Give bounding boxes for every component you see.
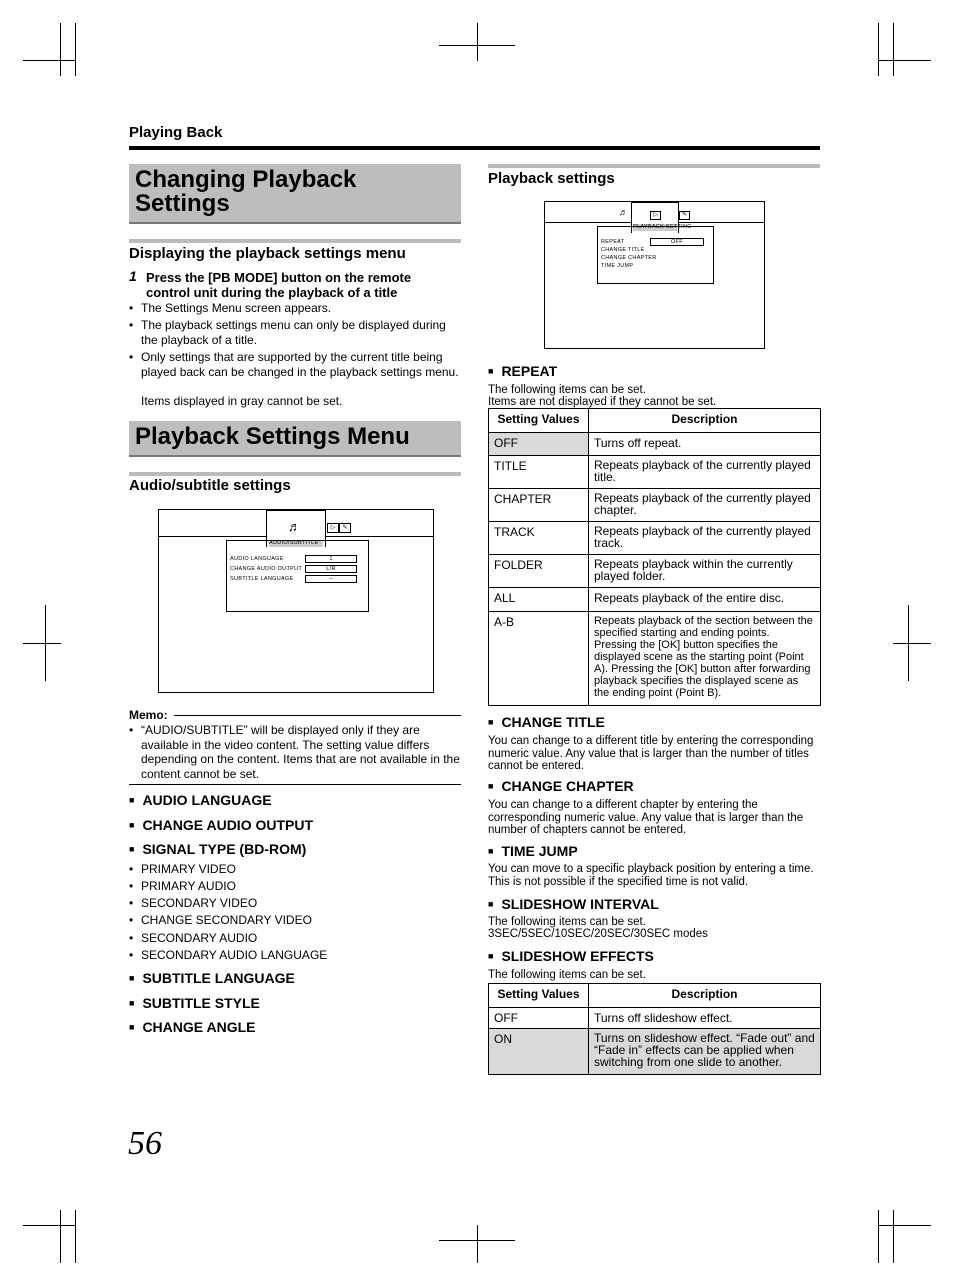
subheading-playback-settings: Playback settings (488, 170, 615, 187)
repeat-intro: Items are not displayed if they cannot be set. (488, 396, 717, 408)
item-heading: ■ SUBTITLE STYLE (129, 995, 260, 1011)
divider (129, 239, 461, 243)
slideshow-effects-heading: ■ SLIDESHOW EFFECTS (488, 948, 654, 964)
section-title: Playback Settings Menu (135, 423, 410, 450)
step-text: Press the [PB MODE] button on the remote control unit during the playback of a title (146, 270, 412, 300)
slideshow-interval-modes: 3SEC/5SEC/10SEC/20SEC/30SEC modes (488, 928, 708, 940)
subheading-display-menu: Displaying the playback settings menu (129, 245, 406, 262)
list-item: • The playback settings menu can only be displayed during the playback of a title. (129, 318, 461, 347)
list-item: • SECONDARY VIDEO (129, 896, 257, 911)
time-jump-text: You can move to a specific playback position by entering a time. This is not possible if the specified time is not valid. (488, 863, 814, 888)
change-chapter-heading: ■ CHANGE CHAPTER (488, 778, 634, 794)
list-item: • SECONDARY AUDIO LANGUAGE (129, 948, 327, 963)
list-item: • PRIMARY AUDIO (129, 879, 236, 894)
gray-note: Items displayed in gray cannot be set. (141, 394, 343, 408)
setting-label: SUBTITLE LANGUAGE (230, 576, 294, 582)
memo-label: Memo: (129, 708, 168, 722)
header-rule (129, 146, 820, 150)
settings-list (226, 540, 369, 612)
setting-label: CHANGE AUDIO OUTPUT (230, 566, 303, 572)
playback-settings-screen (544, 201, 765, 349)
item-heading: ■ SIGNAL TYPE (BD-ROM) (129, 841, 306, 857)
setting-label: REPEAT (601, 239, 625, 245)
column-header: Setting Values (489, 984, 589, 1008)
subheading-audio-subtitle: Audio/subtitle settings (129, 477, 291, 494)
list-item: • SECONDARY AUDIO (129, 931, 257, 946)
memo-rule (174, 715, 461, 716)
table-row: A-B Repeats playback of the section between the specified starting and ending points. Pressing the [OK] button specifies the displayed scene as the starting point (Point A). Pressing the [OK] button after forwarding playback specifies the displayed scene as the ending point (Point B). (489, 612, 821, 706)
repeat-heading: ■ REPEAT (488, 363, 557, 379)
table-row: FOLDER Repeats playback within the currently played folder. (489, 555, 821, 588)
play-icon: ▷ (650, 211, 661, 220)
table-row: OFF Turns off repeat. (489, 433, 821, 456)
divider (488, 164, 820, 168)
column-header: Description (589, 984, 821, 1008)
edit-icon: ✎ (679, 211, 690, 220)
music-note-icon: ♬ (619, 207, 628, 217)
slideshow-interval-text: The following items can be set. (488, 916, 646, 928)
column-header: Setting Values (489, 409, 589, 433)
setting-label: CHANGE TITLE (601, 247, 645, 253)
list-item: • The Settings Menu screen appears. (129, 301, 461, 316)
item-heading: ■ CHANGE AUDIO OUTPUT (129, 817, 313, 833)
column-header: Description (589, 409, 821, 433)
table-row: TITLE Repeats playback of the currently played title. (489, 456, 821, 489)
item-heading: ■ CHANGE ANGLE (129, 1019, 255, 1035)
repeat-table (488, 408, 821, 706)
music-note-icon: ♬ (288, 519, 301, 534)
audio-subtitle-screen (158, 509, 434, 693)
table-row: ON Turns on slideshow effect. “Fade out” and “Fade in” effects can be applied when switching from one slide to another. (489, 1029, 821, 1075)
slideshow-effects-table (488, 983, 821, 1075)
title-playback-settings-menu (129, 421, 461, 457)
change-chapter-text: You can change to a different chapter by entering the corresponding numeric value. Any value that is larger than the number of chapters cannot be entered. (488, 799, 804, 836)
list-item: • Only settings that are supported by the current title being played back can be changed in the playback settings menu. (129, 350, 461, 379)
divider (129, 472, 461, 476)
section-header: Playing Back (129, 124, 223, 141)
table-row: TRACK Repeats playback of the currently played track. (489, 522, 821, 555)
settings-list (597, 226, 714, 284)
page-number: 56 (128, 1125, 162, 1162)
setting-label: TIME JUMP (601, 263, 634, 269)
setting-value: L/R (305, 565, 357, 573)
step-number: 1 (129, 268, 137, 284)
change-title-text: You can change to a different title by entering the corresponding numeric value. Any value that is larger than the number of titles cannot be entered. (488, 735, 814, 772)
memo-text: • “AUDIO/SUBTITLE” will be displayed only if they are available in the video content. The setting value differs depending on the content. Items that are not available in the content cannot be set. (129, 723, 461, 781)
table-row: ALL Repeats playback of the entire disc. (489, 588, 821, 612)
change-title-heading: ■ CHANGE TITLE (488, 714, 605, 730)
table-row: CHAPTER Repeats playback of the currently played chapter. (489, 489, 821, 522)
memo-end-rule (129, 784, 461, 785)
setting-label: CHANGE CHAPTER (601, 255, 657, 261)
page-title: Changing Playback Settings (135, 166, 357, 217)
list-item: • CHANGE SECONDARY VIDEO (129, 913, 312, 928)
slideshow-interval-heading: ■ SLIDESHOW INTERVAL (488, 896, 659, 912)
setting-value: 1 (305, 555, 357, 563)
setting-value: OFF (650, 238, 704, 246)
slideshow-effects-intro: The following items can be set. (488, 969, 646, 981)
setting-label: AUDIO LANGUAGE (230, 556, 284, 562)
tab-label: AUDIO/SUBTITLE (269, 540, 323, 547)
item-heading: ■ SUBTITLE LANGUAGE (129, 970, 295, 986)
item-heading: ■ AUDIO LANGUAGE (129, 792, 272, 808)
repeat-intro: The following items can be set. (488, 384, 646, 396)
time-jump-heading: ■ TIME JUMP (488, 843, 578, 859)
table-row: OFF Turns off slideshow effect. (489, 1008, 821, 1029)
play-icon: ▷ (327, 523, 339, 533)
tab-label: PLAYBACK SETTING (633, 224, 692, 230)
list-item: • PRIMARY VIDEO (129, 862, 236, 877)
title-changing-playback (129, 164, 461, 224)
edit-icon: ✎ (339, 523, 351, 533)
setting-value: – (305, 575, 357, 583)
